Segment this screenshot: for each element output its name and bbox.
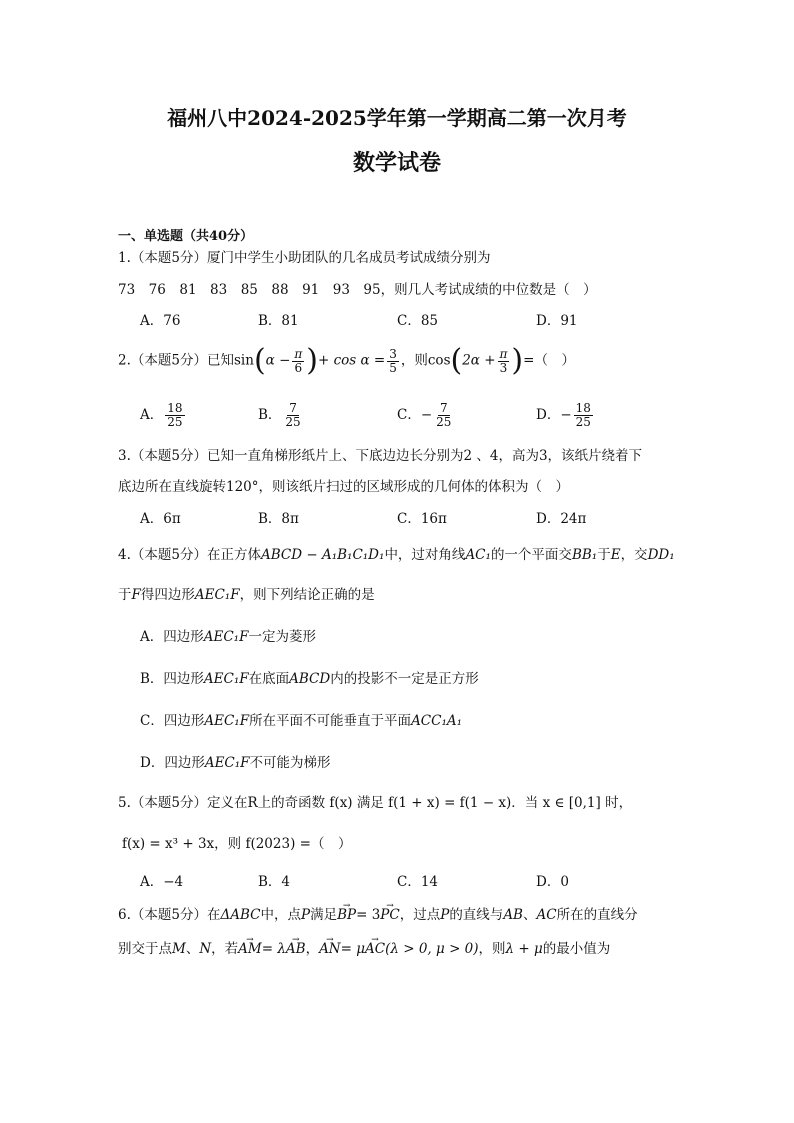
q2-inner2-den: 3	[499, 360, 508, 375]
q6-vector-ac: → AC	[365, 940, 385, 958]
q6-point-p: P	[300, 907, 311, 923]
q2-inner1-frac	[292, 348, 304, 375]
q2-option-d	[536, 402, 595, 429]
q6-l1-k: 的直线与	[449, 907, 504, 923]
q2-stem: 2.（本题5分）已知sin(α − $\frac{\pi}{6}$ )+ cos α = $\frac{3}{5}$ ，则cos(2α + $\frac{\pi}{3}$ )=（ ）	[118, 343, 575, 378]
q6-line-ab: AB	[503, 907, 523, 923]
q6-l2-k: = μ	[340, 941, 366, 957]
q2-inner2-frac	[498, 348, 510, 375]
q6-vector-an: → AN	[319, 940, 341, 958]
q4-a-b: AEC₁F	[203, 629, 249, 645]
q4-point-e: E	[610, 547, 621, 563]
q4-b-b: AEC₁F	[203, 671, 249, 687]
q6-l2-i: ，	[305, 941, 320, 957]
q5-option-a: A．−4	[140, 874, 184, 890]
q2-given-mid: + cos α =	[318, 352, 386, 369]
q1-option-b: B．81	[258, 313, 299, 329]
q2-sin: sin	[233, 352, 254, 369]
q2-then: ，则	[400, 352, 428, 369]
q1-stem-line2: 73 76 81 83 85 88 91 93 95，则几人考试成绩的中位数是（ ）	[118, 282, 597, 298]
q6-stem-line1	[118, 906, 638, 924]
q4-l1-a: 4.（本题5分）在正方体	[118, 547, 261, 563]
q6-vector-am: → AM	[238, 940, 262, 958]
q2-option-b-num: 7	[289, 401, 297, 415]
q2-option-a-den: 25	[167, 415, 183, 429]
q2-option-b-den: 25	[285, 415, 301, 429]
q6-l1-c: 中，点	[260, 907, 301, 923]
q2-option-c-num: 7	[439, 401, 448, 415]
q2-cos: cos	[427, 352, 451, 369]
q2-option-c-den: 25	[436, 415, 452, 429]
q4-d-c: 不可能为梯形	[249, 755, 331, 771]
q2-option-c-label: C．−	[397, 407, 433, 423]
q4-b-e: 内的投影不一定是正方形	[330, 671, 479, 687]
q2-option-c	[397, 402, 455, 429]
q5-stem-line2: f(x) = x³ + 3x，则 f(2023) =（ ）	[122, 836, 352, 852]
q4-l1-c: 中，过对角线	[384, 547, 466, 563]
q2-option-d-num: 18	[575, 401, 591, 415]
q4-b-a: B．四边形	[140, 671, 204, 687]
exam-title: 福州八中2024-2025学年第一学期高二第一次月考	[167, 106, 627, 130]
q2-inner2-num: π	[499, 346, 508, 361]
q5-option-c: C．14	[397, 874, 439, 890]
q6-l2-n: ，则	[478, 941, 506, 957]
q2-inner1-num: π	[294, 346, 303, 361]
q4-edge-bb1: BB₁	[571, 547, 598, 563]
q4-edge-dd1: DD₁	[647, 547, 675, 563]
q4-diagonal: AC₁	[465, 547, 491, 563]
q3-option-d: D．24π	[536, 511, 587, 527]
q3-option-b: B．8π	[258, 511, 299, 527]
q4-d-a: D．四边形	[140, 755, 205, 771]
q4-c-c: 所在平面不可能垂直于平面	[249, 713, 412, 729]
q4-cube-name: ABCD − A₁B₁C₁D₁	[260, 547, 385, 563]
q6-line-ac: AC	[536, 907, 557, 923]
q1-option-d: D．91	[536, 313, 578, 329]
q2-option-a	[140, 402, 187, 429]
q1-option-c: C．85	[397, 313, 439, 329]
q6-l2-a: 别交于点	[118, 941, 172, 957]
q4-option-c	[140, 712, 462, 730]
q4-l2-c: 得四边形	[140, 587, 195, 603]
q6-l1-o: 所在的直线分	[556, 907, 638, 923]
q6-l1-a: 6.（本题5分）在	[118, 907, 221, 923]
q3-option-a: A．6π	[140, 511, 181, 527]
q4-d-b: AEC₁F	[204, 755, 250, 771]
q6-vector-bp: → BP	[337, 906, 356, 924]
q6-point-p2: P	[440, 907, 450, 923]
q6-l2-c: 、	[185, 941, 200, 957]
q4-quad: AEC₁F	[194, 587, 240, 603]
q6-point-n: N	[199, 941, 212, 957]
q6-condition: (λ > 0, μ > 0)	[385, 941, 479, 957]
q2-option-d-den: 25	[575, 415, 591, 429]
q4-c-b: AEC₁F	[204, 713, 250, 729]
q6-l2-p: 的最小值为	[542, 941, 611, 957]
q4-point-f: F	[131, 587, 141, 603]
q2-option-a-label: A．	[140, 407, 164, 423]
q2-given-frac	[387, 348, 399, 375]
q4-l1-g: 于	[597, 547, 611, 563]
q4-option-a	[140, 628, 316, 646]
q2-inner1: α −	[265, 352, 291, 369]
q6-vector-ab: → AB	[286, 940, 306, 958]
q4-a-c: 一定为菱形	[248, 629, 316, 645]
q4-b-c: 在底面	[248, 671, 290, 687]
q4-l1-i: ，交	[620, 547, 648, 563]
q2-option-b	[258, 402, 305, 429]
q2-option-a-num: 18	[167, 401, 183, 415]
q6-l1-g: = 3	[356, 907, 381, 923]
q2-ask-tail: =（ ）	[523, 352, 575, 369]
q2-prefix: 2.（本题5分）已知	[118, 352, 234, 369]
q4-l2-e: ，则下列结论正确的是	[239, 587, 375, 603]
q2-option-b-label: B．	[258, 407, 282, 423]
q6-vector-pc: → PC	[380, 906, 399, 924]
q6-sum: λ + μ	[505, 941, 543, 957]
q4-option-d	[140, 754, 331, 772]
q4-a-a: A．四边形	[140, 629, 204, 645]
q3-stem-line1: 3.（本题5分）已知一直角梯形纸片上、下底边边长分别为2 、4，高为3，该纸片绕着下	[118, 448, 643, 464]
q4-b-d: ABCD	[289, 671, 331, 687]
q3-option-c: C．16π	[397, 511, 447, 527]
q5-option-b: B．4	[258, 874, 291, 890]
q4-stem-line2	[118, 586, 375, 604]
q4-l2-a: 于	[118, 587, 132, 603]
q2-inner1-den: 6	[294, 360, 303, 375]
q2-option-d-label: D．−	[536, 407, 572, 423]
q6-l1-i: ，过点	[399, 907, 441, 923]
q2-inner2: 2α +	[462, 352, 496, 369]
q2-given-num: 3	[389, 346, 397, 361]
q2-given-den: 5	[389, 360, 397, 375]
q6-l1-m: 、	[522, 907, 537, 923]
q1-stem: 1.（本题5分）厦门中学生小助团队的几名成员考试成绩分别为	[118, 250, 491, 266]
q4-c-d: ACC₁A₁	[411, 713, 463, 729]
q1-option-a: A．76	[140, 313, 181, 329]
q4-l1-e: 的一个平面交	[490, 547, 572, 563]
q4-stem-line1	[118, 546, 675, 564]
q6-stem-line2	[118, 940, 610, 958]
q6-l2-e: ，若	[211, 941, 239, 957]
q5-stem-line1: 5.（本题5分）定义在R上的奇函数 f(x) 满足 f(1 + x) = f(1 − x)．当 x ∈ [0,1] 时，	[118, 795, 633, 811]
exam-subtitle: 数学试卷	[352, 150, 441, 176]
section-heading: 一、单选题（共40分）	[118, 229, 254, 244]
q6-l2-g: = λ	[261, 941, 286, 957]
q6-l1-e: 满足	[310, 907, 338, 923]
q4-c-a: C．四边形	[140, 713, 205, 729]
q4-option-b	[140, 670, 479, 688]
q3-stem-line2: 底边所在直线旋转120°，则该纸片扫过的区域形成的几何体的体积为（ ）	[118, 479, 570, 495]
q5-option-d: D．0	[536, 874, 569, 890]
q6-point-m: M	[172, 941, 186, 957]
q6-triangle: ΔABC	[220, 907, 261, 923]
